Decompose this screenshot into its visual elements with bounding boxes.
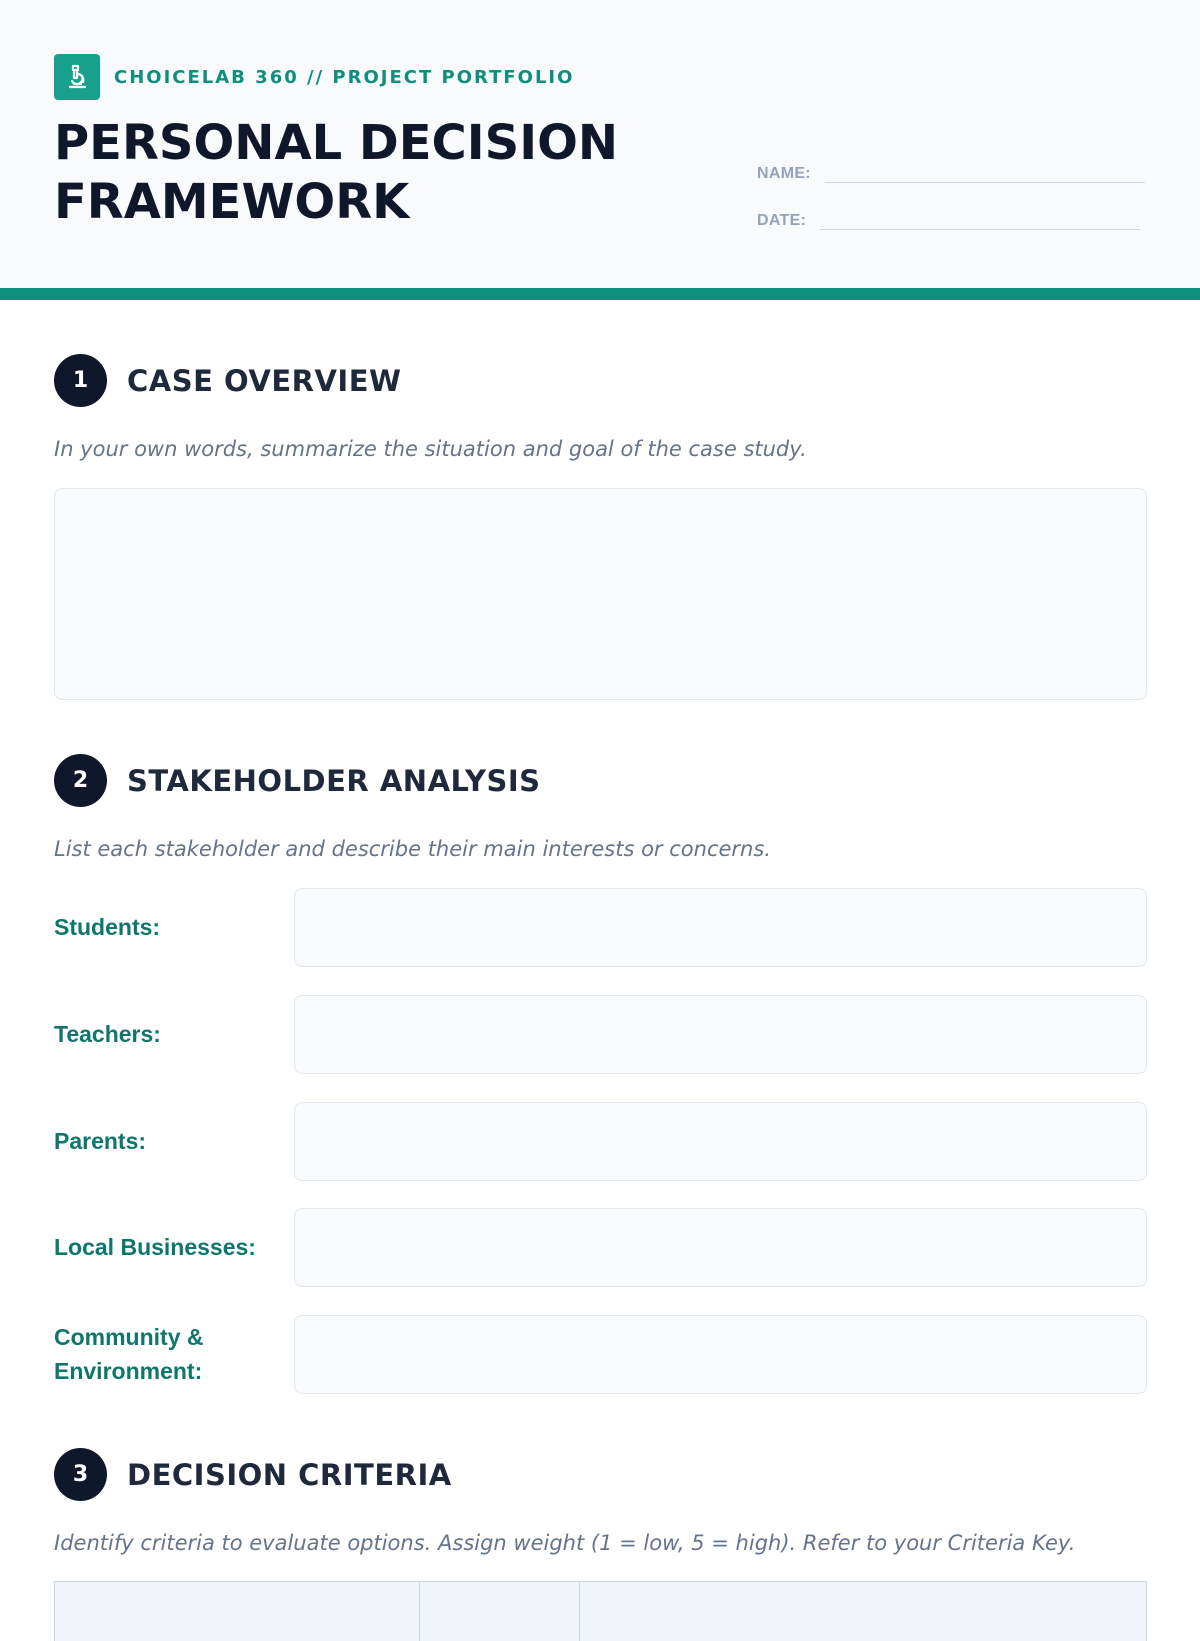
name-field[interactable] [825,156,1145,183]
section-1-instruction: In your own words, summarize the situation and goal of the case study. [54,437,807,461]
stakeholder-label-students: Students: [54,914,161,940]
stakeholder-input-students[interactable] [294,888,1147,967]
name-label: NAME: [757,165,811,182]
stakeholder-label-teachers: Teachers: [54,1021,161,1047]
name-field-row [757,156,1145,183]
section-1-heading [54,354,402,407]
page-title [54,114,714,232]
date-label: DATE: [757,212,807,229]
date-field[interactable] [820,203,1140,230]
page-header [0,0,1200,288]
header-divider [0,288,1200,300]
criteria-table-column [420,1582,580,1641]
section-3-heading [54,1448,452,1501]
page-title-line-2: FRAMEWORK [54,174,410,230]
date-field-row [757,203,1140,230]
case-overview-textarea[interactable] [54,488,1147,700]
criteria-table-column [580,1582,1146,1641]
stakeholder-label-local-businesses: Local Businesses: [54,1234,256,1260]
section-2-instruction: List each stakeholder and describe their main interests or concerns. [54,837,771,861]
brand [54,54,574,100]
stakeholder-input-local-businesses[interactable] [294,1208,1147,1287]
section-number-badge: 2 [54,754,107,807]
page-title-line-1: PERSONAL DECISION [54,115,619,171]
stakeholder-input-community-environment[interactable] [294,1315,1147,1394]
section-title: STAKEHOLDER ANALYSIS [127,763,541,798]
section-number-badge: 3 [54,1448,107,1501]
criteria-table [54,1581,1147,1641]
stakeholder-input-parents[interactable] [294,1102,1147,1181]
section-number-badge: 1 [54,354,107,407]
criteria-table-column [55,1582,420,1641]
stakeholder-label-community-environment: Community & Environment: [54,1324,204,1384]
section-2-heading [54,754,541,807]
microscope-icon [54,54,100,100]
section-title: CASE OVERVIEW [127,363,402,398]
stakeholder-label-parents: Parents: [54,1128,147,1154]
brand-name: CHOICELAB 360 // PROJECT PORTFOLIO [114,66,575,88]
stakeholder-input-teachers[interactable] [294,995,1147,1074]
section-title: DECISION CRITERIA [127,1457,452,1492]
section-3-instruction: Identify criteria to evaluate options. Assign weight (1 = low, 5 = high). Refer to your Criteria Key. [54,1531,1076,1555]
